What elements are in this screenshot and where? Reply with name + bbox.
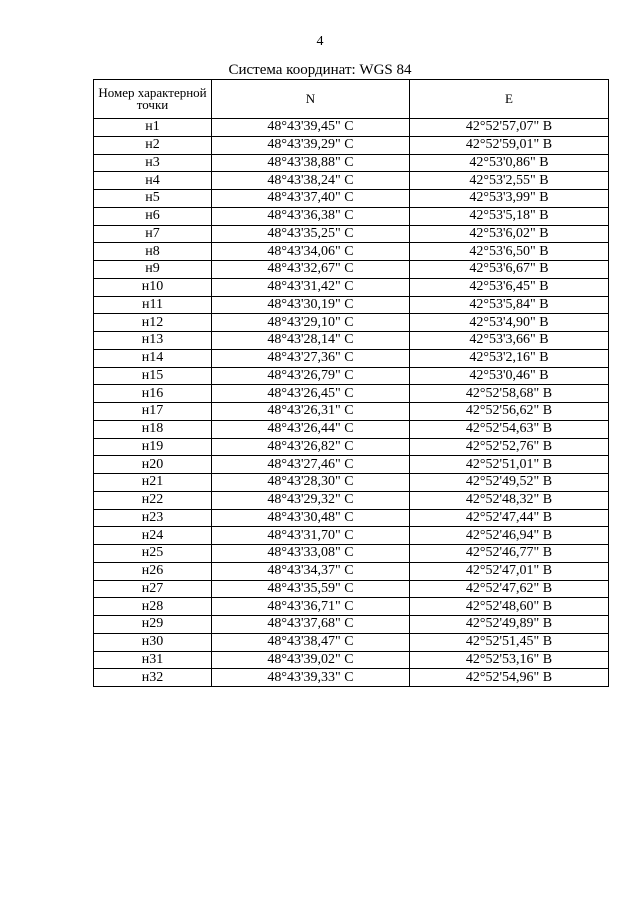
table-row <box>94 651 609 669</box>
latitude-cell: 48°43'26,79" С <box>212 367 410 385</box>
point-id-cell: н24 <box>94 527 212 545</box>
longitude-cell: 42°52'46,94" В <box>410 527 609 545</box>
table-row <box>94 403 609 421</box>
longitude-cell: 42°52'48,60" В <box>410 598 609 616</box>
point-id-cell: н22 <box>94 491 212 509</box>
point-id-cell: н25 <box>94 545 212 563</box>
point-id-cell: н7 <box>94 225 212 243</box>
table-row <box>94 207 609 225</box>
header-point-number: Номер характерной точки <box>94 80 212 119</box>
table-row <box>94 190 609 208</box>
longitude-cell: 42°53'6,50" В <box>410 243 609 261</box>
latitude-cell: 48°43'36,38" С <box>212 207 410 225</box>
longitude-cell: 42°53'6,02" В <box>410 225 609 243</box>
latitude-cell: 48°43'35,59" С <box>212 580 410 598</box>
table-row <box>94 420 609 438</box>
point-id-cell: н10 <box>94 278 212 296</box>
longitude-cell: 42°52'59,01" В <box>410 136 609 154</box>
table-row <box>94 154 609 172</box>
longitude-cell: 42°52'47,44" В <box>410 509 609 527</box>
latitude-cell: 48°43'39,33" С <box>212 669 410 687</box>
coordinates-table <box>93 79 609 687</box>
point-id-cell: н12 <box>94 314 212 332</box>
table-row <box>94 562 609 580</box>
table-row <box>94 598 609 616</box>
point-id-cell: н23 <box>94 509 212 527</box>
table-row <box>94 332 609 350</box>
table-row <box>94 527 609 545</box>
latitude-cell: 48°43'35,25" С <box>212 225 410 243</box>
table-row <box>94 278 609 296</box>
longitude-cell: 42°52'48,32" В <box>410 491 609 509</box>
table-row <box>94 349 609 367</box>
point-id-cell: н21 <box>94 474 212 492</box>
latitude-cell: 48°43'37,68" С <box>212 616 410 634</box>
latitude-cell: 48°43'31,70" С <box>212 527 410 545</box>
page-number: 4 <box>316 34 324 49</box>
latitude-cell: 48°43'30,48" С <box>212 509 410 527</box>
latitude-cell: 48°43'36,71" С <box>212 598 410 616</box>
table-row <box>94 385 609 403</box>
longitude-cell: 42°52'52,76" В <box>410 438 609 456</box>
longitude-cell: 42°52'58,68" В <box>410 385 609 403</box>
table-row <box>94 296 609 314</box>
latitude-cell: 48°43'39,45" С <box>212 119 410 137</box>
point-id-cell: н32 <box>94 669 212 687</box>
latitude-cell: 48°43'39,02" С <box>212 651 410 669</box>
longitude-cell: 42°52'54,63" В <box>410 420 609 438</box>
latitude-cell: 48°43'31,42" С <box>212 278 410 296</box>
point-id-cell: н29 <box>94 616 212 634</box>
table-row <box>94 225 609 243</box>
longitude-cell: 42°52'51,01" В <box>410 456 609 474</box>
point-id-cell: н8 <box>94 243 212 261</box>
point-id-cell: н27 <box>94 580 212 598</box>
longitude-cell: 42°53'2,16" В <box>410 349 609 367</box>
latitude-cell: 48°43'32,67" С <box>212 261 410 279</box>
point-id-cell: н15 <box>94 367 212 385</box>
point-id-cell: н28 <box>94 598 212 616</box>
latitude-cell: 48°43'30,19" С <box>212 296 410 314</box>
latitude-cell: 48°43'26,31" С <box>212 403 410 421</box>
latitude-cell: 48°43'38,24" С <box>212 172 410 190</box>
table-row <box>94 616 609 634</box>
latitude-cell: 48°43'37,40" С <box>212 190 410 208</box>
latitude-cell: 48°43'29,10" С <box>212 314 410 332</box>
point-id-cell: н5 <box>94 190 212 208</box>
longitude-cell: 42°52'49,89" В <box>410 616 609 634</box>
point-id-cell: н6 <box>94 207 212 225</box>
table-row <box>94 474 609 492</box>
longitude-cell: 42°53'3,99" В <box>410 190 609 208</box>
table-row <box>94 633 609 651</box>
table-row <box>94 172 609 190</box>
table-row <box>94 669 609 687</box>
longitude-cell: 42°53'3,66" В <box>410 332 609 350</box>
latitude-cell: 48°43'26,45" С <box>212 385 410 403</box>
longitude-cell: 42°52'47,62" В <box>410 580 609 598</box>
latitude-cell: 48°43'34,06" С <box>212 243 410 261</box>
latitude-cell: 48°43'26,44" С <box>212 420 410 438</box>
longitude-cell: 42°53'0,46" В <box>410 367 609 385</box>
longitude-cell: 42°53'6,67" В <box>410 261 609 279</box>
latitude-cell: 48°43'38,88" С <box>212 154 410 172</box>
table-row <box>94 491 609 509</box>
latitude-cell: 48°43'39,29" С <box>212 136 410 154</box>
header-east: E <box>410 80 609 119</box>
longitude-cell: 42°52'53,16" В <box>410 651 609 669</box>
latitude-cell: 48°43'29,32" С <box>212 491 410 509</box>
point-id-cell: н2 <box>94 136 212 154</box>
longitude-cell: 42°53'5,18" В <box>410 207 609 225</box>
table-row <box>94 438 609 456</box>
table-row <box>94 545 609 563</box>
table-row <box>94 314 609 332</box>
point-id-cell: н26 <box>94 562 212 580</box>
coordinate-system-caption: Система координат: WGS 84 <box>228 62 412 78</box>
point-id-cell: н3 <box>94 154 212 172</box>
latitude-cell: 48°43'34,37" С <box>212 562 410 580</box>
table-row <box>94 261 609 279</box>
point-id-cell: н20 <box>94 456 212 474</box>
longitude-cell: 42°53'5,84" В <box>410 296 609 314</box>
table-header-row <box>94 80 609 119</box>
point-id-cell: н17 <box>94 403 212 421</box>
table-row <box>94 456 609 474</box>
longitude-cell: 42°52'49,52" В <box>410 474 609 492</box>
point-id-cell: н31 <box>94 651 212 669</box>
longitude-cell: 42°52'46,77" В <box>410 545 609 563</box>
header-north: N <box>212 80 410 119</box>
latitude-cell: 48°43'38,47" С <box>212 633 410 651</box>
point-id-cell: н30 <box>94 633 212 651</box>
table-row <box>94 580 609 598</box>
longitude-cell: 42°52'51,45" В <box>410 633 609 651</box>
latitude-cell: 48°43'27,46" С <box>212 456 410 474</box>
point-id-cell: н14 <box>94 349 212 367</box>
longitude-cell: 42°52'56,62" В <box>410 403 609 421</box>
point-id-cell: н9 <box>94 261 212 279</box>
point-id-cell: н19 <box>94 438 212 456</box>
point-id-cell: н13 <box>94 332 212 350</box>
table-row <box>94 509 609 527</box>
latitude-cell: 48°43'26,82" С <box>212 438 410 456</box>
table-row <box>94 367 609 385</box>
point-id-cell: н4 <box>94 172 212 190</box>
table-row <box>94 136 609 154</box>
longitude-cell: 42°53'2,55" В <box>410 172 609 190</box>
latitude-cell: 48°43'33,08" С <box>212 545 410 563</box>
longitude-cell: 42°53'4,90" В <box>410 314 609 332</box>
longitude-cell: 42°53'0,86" В <box>410 154 609 172</box>
table-row <box>94 243 609 261</box>
latitude-cell: 48°43'28,30" С <box>212 474 410 492</box>
longitude-cell: 42°52'47,01" В <box>410 562 609 580</box>
point-id-cell: н11 <box>94 296 212 314</box>
point-id-cell: н16 <box>94 385 212 403</box>
longitude-cell: 42°52'54,96" В <box>410 669 609 687</box>
longitude-cell: 42°53'6,45" В <box>410 278 609 296</box>
point-id-cell: н18 <box>94 420 212 438</box>
point-id-cell: н1 <box>94 119 212 137</box>
longitude-cell: 42°52'57,07" В <box>410 119 609 137</box>
table-row <box>94 119 609 137</box>
latitude-cell: 48°43'27,36" С <box>212 349 410 367</box>
latitude-cell: 48°43'28,14" С <box>212 332 410 350</box>
